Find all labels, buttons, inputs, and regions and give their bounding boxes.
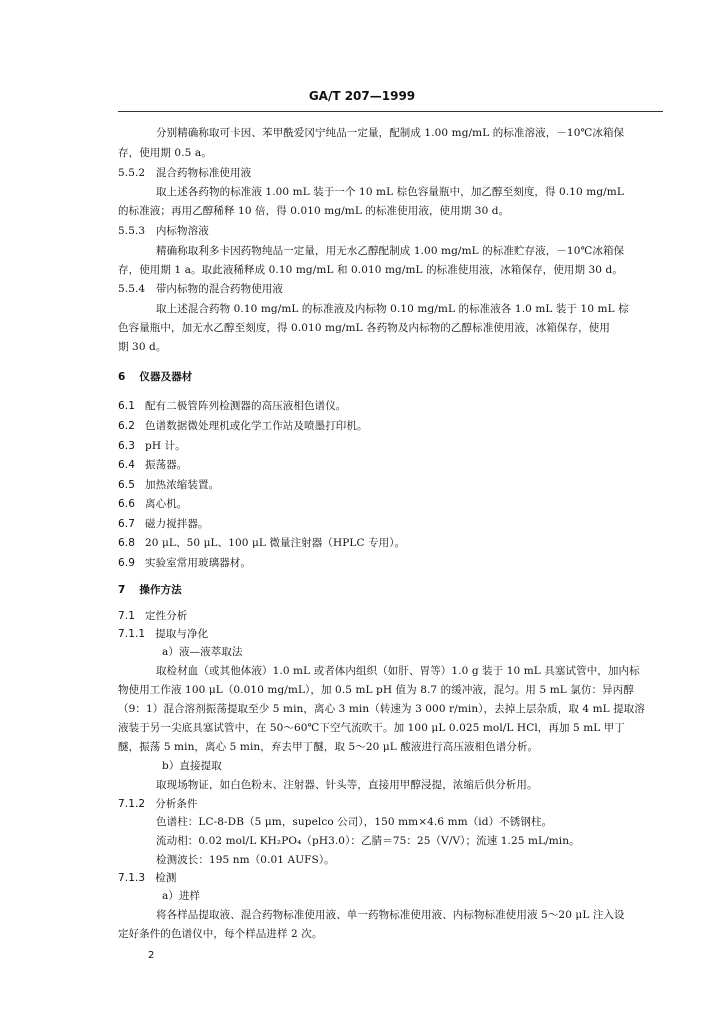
- list-item: 6.5 加热浓缩装置。: [118, 479, 220, 491]
- paragraph-line: 流动相：0.02 mol/L KH₂PO₄（pH3.0）：乙腈＝75：25（V/V）；流速 1.25 mL/min。: [156, 835, 580, 847]
- paragraph-line: 醚，振荡 5 min，离心 5 min，弃去甲丁醚，取 5～20 μL 酸液进行高压液相色谱分析。: [118, 741, 539, 753]
- list-item: 6.4 振荡器。: [118, 459, 188, 471]
- clause-heading: 5.5.2 混合药物标准使用液: [118, 167, 252, 179]
- list-item: 6.6 离心机。: [118, 498, 188, 510]
- paragraph-line: 物使用工作液 100 μL（0.010 mg/mL），加 0.5 mL pH 值为 8.7 的缓冲液，混匀。用 5 mL 氯仿：异丙醇: [118, 684, 634, 696]
- item-heading: b）直接提取: [162, 760, 222, 772]
- header-rule: [118, 111, 663, 112]
- paragraph-line: 取上述混合药物 0.10 mg/mL 的标准液及内标物 0.10 mg/mL 的标准液各 1.0 mL 装于 10 mL 棕: [156, 303, 629, 315]
- list-item: 6.2 色谱数据微处理机或化学工作站及喷墨打印机。: [118, 420, 368, 432]
- list-item: 6.7 磁力搅拌器。: [118, 518, 209, 530]
- list-item: 6.3 pH 计。: [118, 440, 186, 452]
- section-heading-6: 6 仪器及器材: [118, 371, 193, 383]
- item-heading: a）进样: [162, 890, 201, 902]
- page-number: 2: [148, 950, 155, 961]
- paragraph-line: 检测波长：195 nm（0.01 AUFS）。: [156, 854, 335, 866]
- paragraph-line: 色容量瓶中，加无水乙醇至刻度，得 0.010 mg/mL 各药物及内标物的乙醇标准使用液，冰箱保存，使用: [118, 322, 610, 334]
- paragraph-line: 色谱柱：LC-8-DB（5 μm，supelco 公司），150 mm×4.6 mm（id）不锈钢柱。: [156, 816, 553, 828]
- paragraph-line: 取检材血（或其他体液）1.0 mL 或者体内组织（如肝、胃等）1.0 g 装于 10 mL 具塞试管中，加内标: [156, 665, 640, 677]
- paragraph-line: 将各样品提取液、混合药物标准使用液、单一药物标准使用液、内标物标准使用液 5～20 μL 注入设: [156, 909, 625, 921]
- item-heading: a）液—液萃取法: [162, 646, 243, 658]
- paragraph-line: 精确称取利多卡因药物纯品一定量，用无水乙醇配制成 1.00 mg/mL 的标准贮存液，－10℃冰箱保: [156, 245, 625, 257]
- standard-code-header: GA/T 207—1999: [308, 89, 416, 103]
- clause-heading: 7.1.3 检测: [118, 872, 177, 884]
- paragraph-line: 取上述各药物的标准液 1.00 mL 装于一个 10 mL 棕色容量瓶中，加乙醇至刻度，得 0.10 mg/mL: [156, 186, 624, 198]
- clause-heading: 7.1.2 分析条件: [118, 798, 198, 810]
- list-item: 6.8 20 μL、50 μL、100 μL 微量注射器（HPLC 专用）。: [118, 537, 406, 549]
- clause-heading: 5.5.3 内标物溶液: [118, 225, 209, 237]
- paragraph-line: 存，使用期 1 a。取此液稀释成 0.10 mg/mL 和 0.010 mg/mL 的标准使用液，冰箱保存，使用期 30 d。: [118, 264, 623, 276]
- clause-heading: 7.1.1 提取与净化: [118, 628, 209, 640]
- paragraph-line: 存，使用期 0.5 a。: [118, 147, 212, 159]
- paragraph-line: 定好条件的色谱仪中，每个样品进样 2 次。: [118, 928, 323, 940]
- section-heading-7: 7 操作方法: [118, 584, 182, 596]
- paragraph-line: （9：1）混合溶剂振荡提取至少 5 min，离心 3 min（转速为 3 000 r/min），去掉上层杂质，取 4 mL 提取溶: [118, 703, 645, 715]
- paragraph-line: 期 30 d。: [118, 341, 167, 353]
- list-item: 6.9 实验室常用玻璃器材。: [118, 557, 251, 569]
- paragraph-line: 取现场物证，如白色粉末、注射器、针头等，直接用甲醇浸提，浓缩后供分析用。: [156, 779, 538, 791]
- paragraph-line: 分别精确称取可卡因、苯甲酰爱冈宁纯品一定量，配制成 1.00 mg/mL 的标准溶液，－10℃冰箱保: [156, 127, 625, 139]
- clause-heading: 7.1 定性分析: [118, 610, 188, 622]
- paragraph-line: 液装于另一尖底具塞试管中，在 50～60℃下空气流吹干。加 100 μL 0.025 mol/L HCl，再加 5 mL 甲丁: [118, 722, 626, 734]
- clause-heading: 5.5.4 带内标物的混合药物使用液: [118, 283, 284, 295]
- list-item: 6.1 配有二极管阵列检测器的高压液相色谱仪。: [118, 400, 347, 412]
- paragraph-line: 的标准液；再用乙醇稀释 10 倍，得 0.010 mg/mL 的标准使用液，使用期 30 d。: [118, 205, 510, 217]
